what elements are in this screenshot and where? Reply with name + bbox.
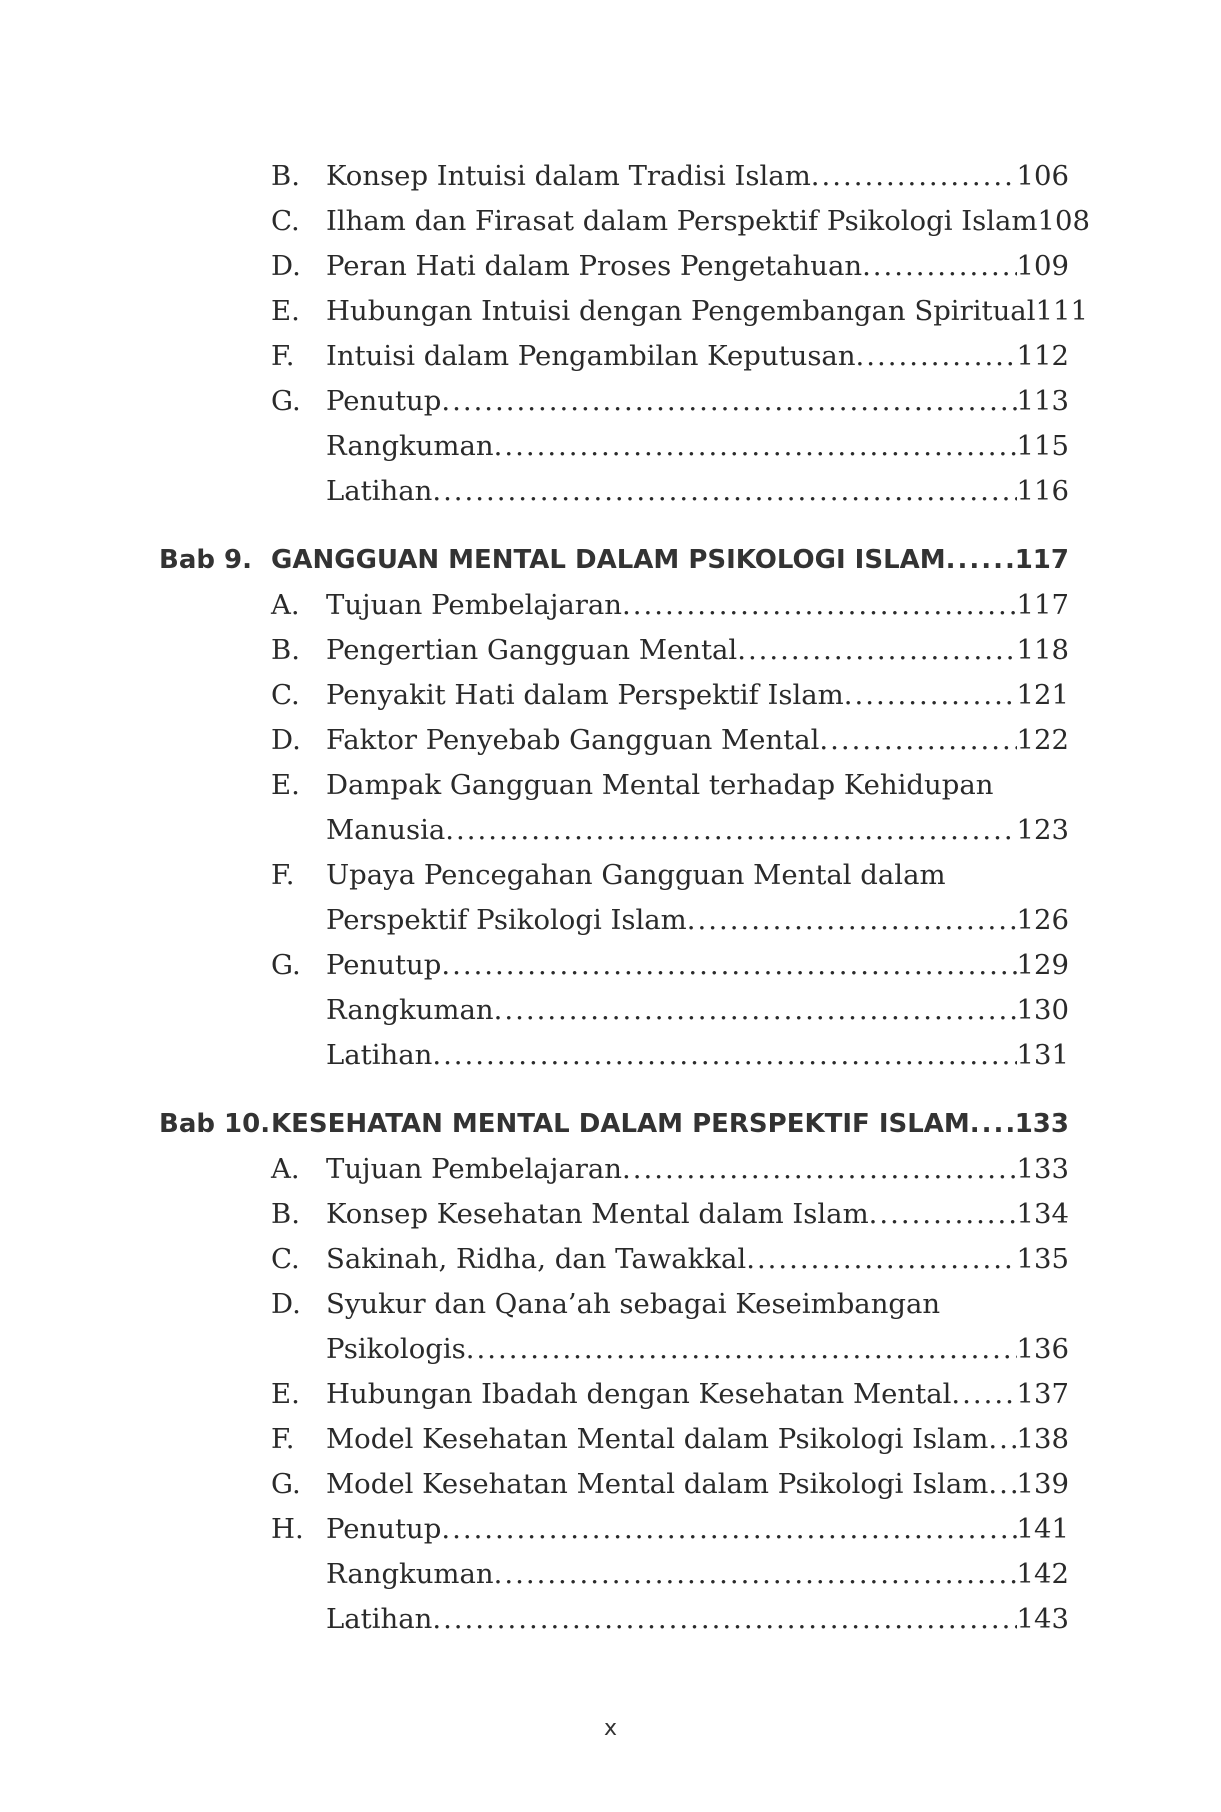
dot-leader [432, 1033, 1016, 1078]
entry-page: 130 [1016, 994, 1069, 1026]
toc-entry[interactable] [0, 154, 1221, 199]
entry-title: Hubungan Ibadah dengan Kesehatan Mental [326, 1378, 952, 1410]
toc-entry[interactable] [0, 628, 1221, 673]
entry-page: 123 [1016, 814, 1069, 846]
chapter-page: 133 [1014, 1109, 1069, 1139]
entry-title: Perspektif Psikologi Islam [326, 904, 687, 936]
entry-page: 106 [1016, 160, 1069, 192]
dot-leader [622, 1147, 1016, 1192]
entry-title: Latihan [326, 1603, 433, 1635]
dot-leader [811, 154, 1017, 199]
entry-page: 138 [1016, 1423, 1069, 1455]
entry-title: Tujuan Pembelajaran [326, 589, 623, 621]
dot-leader [466, 1327, 1017, 1372]
toc-entry[interactable] [0, 1033, 1221, 1078]
toc-entry[interactable] [0, 334, 1221, 379]
dot-leader [844, 673, 1017, 718]
entry-title: Intuisi dalam Pengambilan Keputusan [326, 340, 856, 372]
chapter-page: 117 [1014, 545, 1069, 575]
entry-letter: G. [271, 385, 301, 417]
entry-letter: C. [271, 679, 300, 711]
dot-leader [441, 943, 1016, 988]
dot-leader [862, 244, 1016, 289]
entry-title: Konsep Intuisi dalam Tradisi Islam [326, 160, 811, 192]
entry-letter: F. [271, 1423, 295, 1455]
toc-entry[interactable] [0, 244, 1221, 289]
dot-leader [441, 1507, 1016, 1552]
entry-title: Psikologis [326, 1333, 466, 1365]
dot-leader [988, 1417, 1016, 1462]
entry-page: 135 [1016, 1243, 1069, 1275]
toc-entry[interactable] [0, 1417, 1221, 1462]
entry-page: 126 [1016, 904, 1069, 936]
entry-title: Latihan [326, 1039, 433, 1071]
toc-entry[interactable] [0, 379, 1221, 424]
entry-page: 133 [1016, 1153, 1069, 1185]
entry-letter: B. [271, 1198, 300, 1230]
entry-page: 109 [1016, 250, 1069, 282]
entry-title: Penutup [326, 1513, 442, 1545]
dot-leader [869, 1192, 1017, 1237]
toc-entry[interactable] [0, 718, 1221, 763]
chapter-label: Bab 10. [159, 1109, 271, 1139]
entry-title: Rangkuman [326, 1558, 494, 1590]
chapter-title: GANGGUAN MENTAL DALAM PSIKOLOGI ISLAM [271, 545, 946, 575]
entry-title: Penutup [326, 949, 442, 981]
toc-entry[interactable] [0, 673, 1221, 718]
toc-entry[interactable] [0, 1462, 1221, 1507]
dot-leader [432, 469, 1016, 514]
entry-letter: E. [271, 769, 300, 801]
entry-letter: G. [271, 949, 301, 981]
toc-entry-line1[interactable] [0, 763, 1221, 808]
entry-page: 121 [1016, 679, 1069, 711]
toc-entry[interactable] [0, 1327, 1221, 1372]
entry-letter: C. [271, 1243, 300, 1275]
dot-leader [494, 1552, 1017, 1597]
entry-letter: C. [271, 205, 300, 237]
dot-leader [494, 424, 1017, 469]
entry-title-line1: Dampak Gangguan Mental terhadap Kehidupan [326, 769, 994, 801]
entry-title: Model Kesehatan Mental dalam Psikologi Islam [326, 1423, 989, 1455]
dot-leader [432, 1597, 1016, 1642]
toc-entry[interactable] [0, 943, 1221, 988]
entry-letter: F. [271, 340, 295, 372]
dot-leader [746, 1237, 1016, 1282]
chapter-label: Bab 9. [159, 545, 252, 575]
entry-page: 136 [1016, 1333, 1069, 1365]
entry-title: Tujuan Pembelajaran [326, 1153, 623, 1185]
entry-page: 112 [1016, 340, 1069, 372]
toc-entry[interactable] [0, 1597, 1221, 1642]
entry-letter: D. [271, 250, 301, 282]
entry-title: Latihan [326, 475, 433, 507]
chapter-title: KESEHATAN MENTAL DALAM PERSPEKTIF ISLAM [271, 1109, 970, 1139]
toc-entry[interactable] [0, 469, 1221, 514]
dot-leader [441, 379, 1016, 424]
entry-page: 137 [1016, 1378, 1069, 1410]
entry-page: 131 [1016, 1039, 1069, 1071]
toc-entry[interactable] [0, 289, 1221, 334]
entry-page: 117 [1016, 589, 1069, 621]
entry-letter: E. [271, 1378, 300, 1410]
entry-title: Ilham dan Firasat dalam Perspektif Psikologi Islam [326, 205, 1038, 237]
toc-entry[interactable] [0, 1552, 1221, 1597]
toc-entry-line1[interactable] [0, 1282, 1221, 1327]
toc-entry[interactable] [0, 808, 1221, 853]
dot-leader [494, 988, 1017, 1033]
entry-title: Model Kesehatan Mental dalam Psikologi Islam [326, 1468, 989, 1500]
entry-title: Sakinah, Ridha, dan Tawakkal [326, 1243, 747, 1275]
chapter-heading[interactable] [0, 538, 1221, 583]
toc-entry[interactable] [0, 988, 1221, 1033]
entry-letter: G. [271, 1468, 301, 1500]
toc-entry[interactable] [0, 1372, 1221, 1417]
entry-page: 141 [1016, 1513, 1069, 1545]
page-number: x [603, 1716, 618, 1741]
entry-title: Faktor Penyebab Gangguan Mental [326, 724, 820, 756]
entry-page: 122 [1016, 724, 1069, 756]
toc-entry[interactable] [0, 1237, 1221, 1282]
toc-entry[interactable] [0, 199, 1221, 244]
entry-title: Manusia [326, 814, 446, 846]
entry-title: Pengertian Gangguan Mental [326, 634, 738, 666]
entry-title: Konsep Kesehatan Mental dalam Islam [326, 1198, 869, 1230]
dot-leader [970, 1102, 1015, 1147]
dot-leader [445, 808, 1016, 853]
entry-page: 139 [1016, 1468, 1069, 1500]
dot-leader [819, 718, 1016, 763]
toc-entry[interactable] [0, 1192, 1221, 1237]
dot-leader [687, 898, 1017, 943]
toc-entry[interactable] [0, 424, 1221, 469]
entry-title: Hubungan Intuisi dengan Pengembangan Spiritual [326, 295, 1036, 327]
chapter-heading[interactable] [0, 1102, 1221, 1147]
entry-letter: B. [271, 634, 300, 666]
entry-title: Penyakit Hati dalam Perspektif Islam [326, 679, 844, 711]
entry-letter: F. [271, 859, 295, 891]
toc-entry[interactable] [0, 1147, 1221, 1192]
entry-letter: A. [271, 1153, 300, 1185]
entry-page: 108 [1037, 205, 1090, 237]
entry-page: 115 [1016, 430, 1069, 462]
entry-title: Peran Hati dalam Proses Pengetahuan [326, 250, 863, 282]
dot-leader [946, 538, 1015, 583]
entry-page: 134 [1016, 1198, 1069, 1230]
entry-title: Rangkuman [326, 994, 494, 1026]
entry-letter: D. [271, 1288, 301, 1320]
entry-title-line1: Syukur dan Qana’ah sebagai Keseimbangan [326, 1288, 941, 1320]
entry-page: 142 [1016, 1558, 1069, 1590]
toc-entry[interactable] [0, 583, 1221, 628]
entry-page: 143 [1016, 1603, 1069, 1635]
toc-entry[interactable] [0, 898, 1221, 943]
entry-page: 118 [1016, 634, 1069, 666]
entry-title: Penutup [326, 385, 442, 417]
entry-page: 116 [1016, 475, 1069, 507]
table-of-contents [0, 154, 1221, 1642]
toc-entry[interactable] [0, 1507, 1221, 1552]
dot-leader [988, 1462, 1016, 1507]
entry-title-line1: Upaya Pencegahan Gangguan Mental dalam [326, 859, 946, 891]
dot-leader [856, 334, 1017, 379]
dot-leader [622, 583, 1016, 628]
entry-letter: H. [271, 1513, 304, 1545]
dot-leader [737, 628, 1016, 673]
dot-leader [951, 1372, 1016, 1417]
entry-letter: B. [271, 160, 300, 192]
entry-page: 113 [1016, 385, 1069, 417]
entry-letter: A. [271, 589, 300, 621]
entry-letter: E. [271, 295, 300, 327]
entry-letter: D. [271, 724, 301, 756]
toc-entry-line1[interactable] [0, 853, 1221, 898]
entry-page: 129 [1016, 949, 1069, 981]
entry-title: Rangkuman [326, 430, 494, 462]
entry-page: 111 [1035, 295, 1088, 327]
